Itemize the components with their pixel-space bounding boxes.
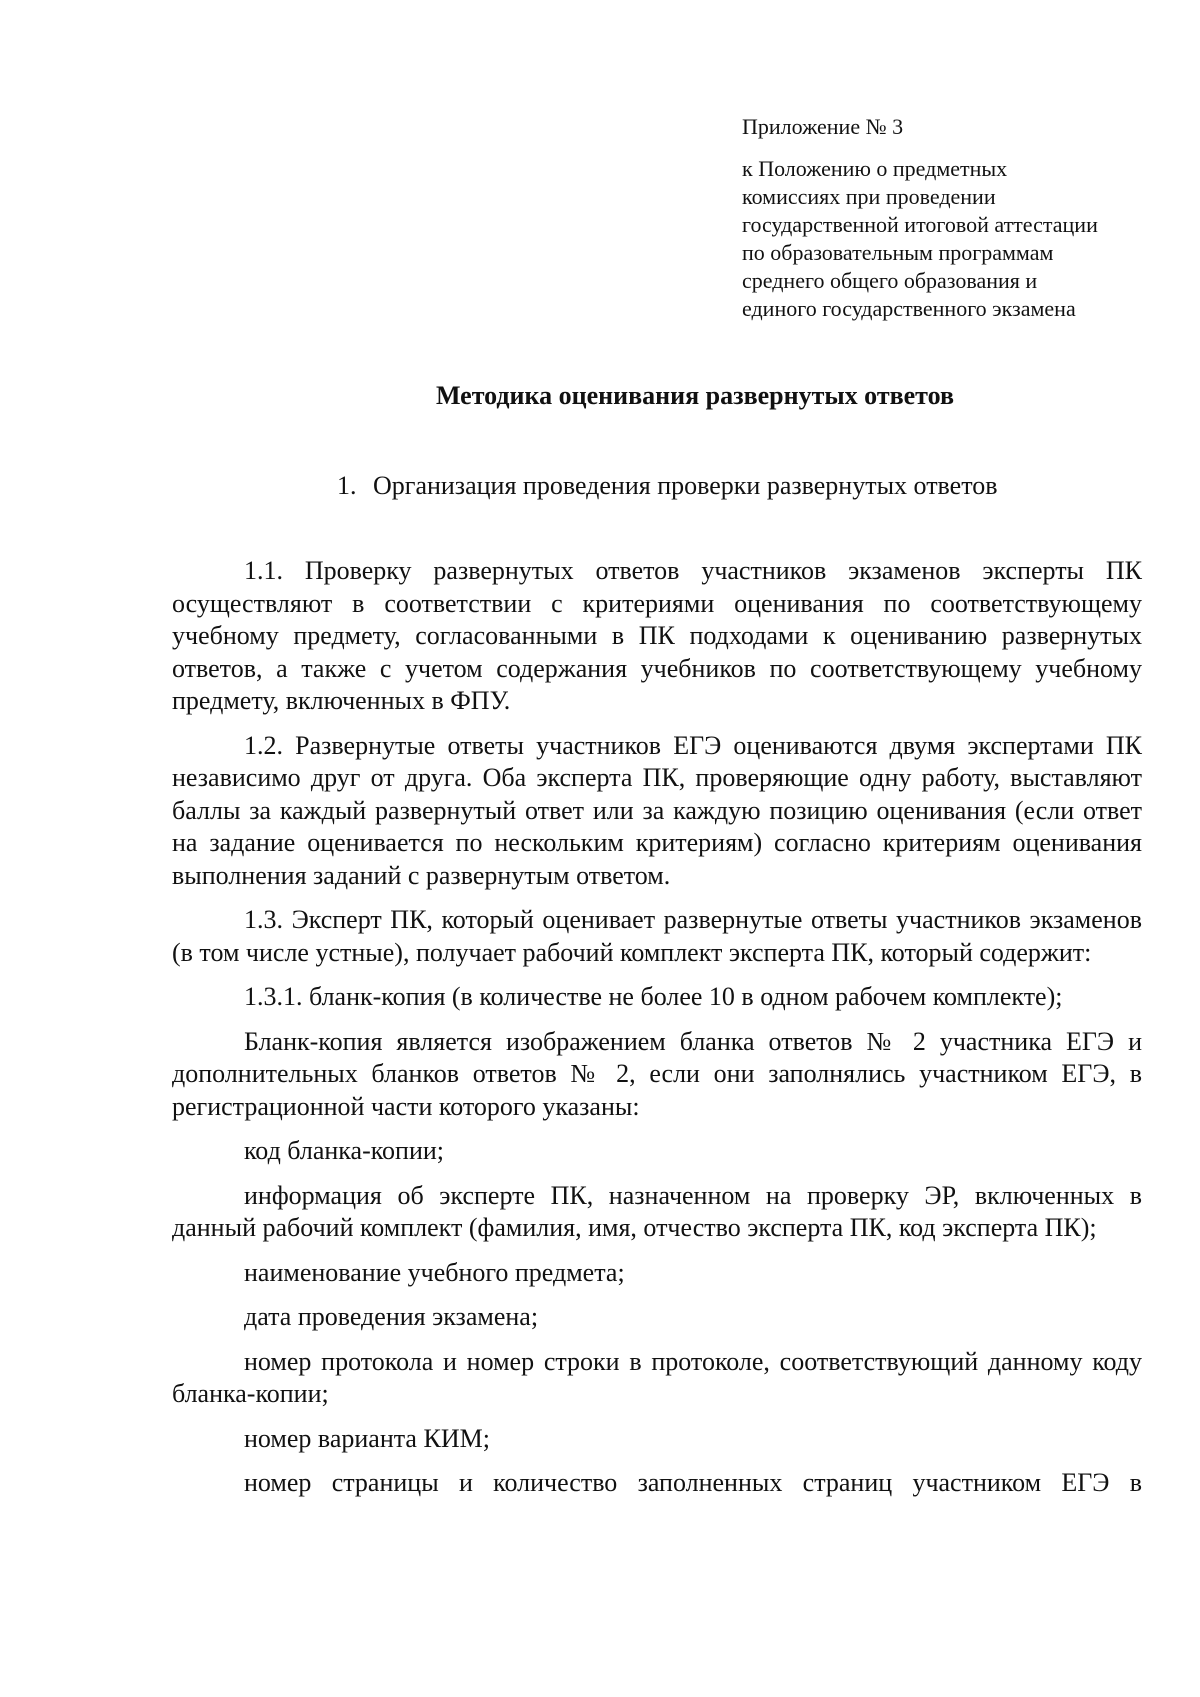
list-item: номер страницы и количество заполненных страниц участником ЕГЭ в [244, 1468, 1142, 1497]
paragraph-1-2: 1.2. Развернутые ответы участников ЕГЭ оцениваются двумя экспертами ПК независимо друг от друга. Оба эксперта ПК, проверяющие одну работу, выставляют баллы за каждый развернутый ответ или за каждую позицию оценивания (если ответ на задание оценивается по нескольким критериям) согласно критериям оценивания выполнения заданий с развернутым ответом. [172, 730, 1142, 890]
paragraph-1-3: 1.3. Эксперт ПК, который оценивает развернутые ответы участников экзаменов (в том числе устные), получает рабочий комплект эксперта ПК, который содержит: [172, 905, 1142, 967]
list-item: информация об эксперте ПК, назначенном на проверку ЭР, включенных в данный рабочий комплект (фамилия, имя, отчество эксперта ПК, код эксперта ПК); [172, 1180, 1142, 1242]
annex-subtitle [742, 155, 1142, 323]
list-item: наименование учебного предмета; [244, 1257, 625, 1287]
annex-line: по образовательным программам [742, 240, 1054, 265]
annex-line: государственной итоговой аттестации [742, 212, 1098, 237]
annex-line: комиссиях при проведении [742, 184, 996, 209]
annex-title: Приложение № 3 [742, 114, 904, 139]
paragraph-1-3-1: 1.3.1. бланк-копия (в количестве не более 10 в одном рабочем комплекте); [244, 982, 1063, 1011]
annex-line: единого государственного экзамена [742, 296, 1076, 321]
list-item: код бланка-копии; [244, 1136, 445, 1165]
annex-line: к Положению о предметных [742, 156, 1008, 181]
annex-line: среднего общего образования и [742, 268, 1038, 293]
list-item: номер протокола и номер строки в протоколе, соответствующий данному коду бланка-копии; [172, 1346, 1142, 1408]
document-body [172, 555, 1142, 1512]
paragraph-1-1: 1.1. Проверку развернутых ответов участников экзаменов эксперты ПК осуществляют в соответствии с критериями оценивания по соответствующему учебному предмету, согласованными в ПК подходами к оцениванию развернутых ответов, а также с учетом содержания учебников по соответствующему учебному предмету, включенных в ФПУ. [172, 556, 1142, 715]
list-item: номер варианта КИМ; [244, 1423, 490, 1453]
section-heading [337, 470, 998, 502]
list-item: дата проведения экзамена; [244, 1302, 539, 1331]
document-title: Методика оценивания развернутых ответов [435, 381, 955, 410]
section-title: Организация проведения проверки развернутых ответов [373, 471, 998, 500]
section-number: 1. [337, 471, 357, 500]
paragraph-blank-copy: Бланк-копия является изображением бланка ответов № 2 участника ЕГЭ и дополнительных бланков ответов № 2, если они заполнялись участником ЕГЭ, в регистрационной части которого указаны: [172, 1026, 1142, 1121]
annex-block [742, 113, 1142, 323]
